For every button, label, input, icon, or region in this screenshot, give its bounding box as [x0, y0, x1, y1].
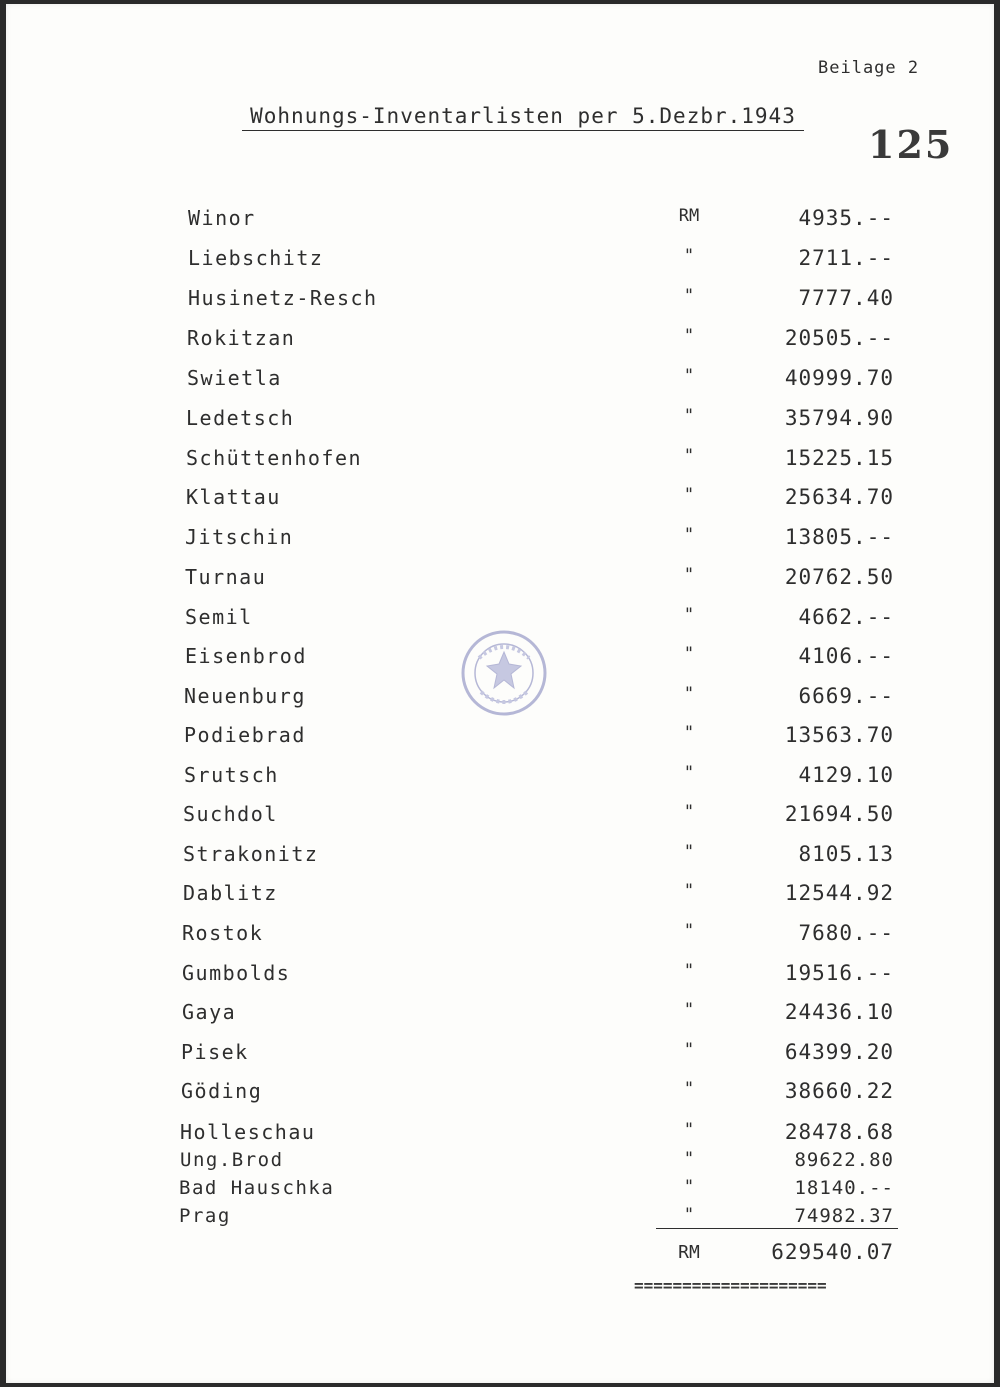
place-name: Neuenburg — [184, 684, 306, 708]
place-name: Husinetz-Resch — [188, 286, 378, 310]
place-name: Jitschin — [185, 525, 294, 549]
list-item — [0, 644, 1000, 674]
list-item — [0, 1120, 1000, 1150]
amount-value: 8105.13 — [798, 842, 894, 866]
place-name: Schüttenhofen — [186, 446, 363, 470]
amount-value: 4935.-- — [798, 206, 894, 230]
amount-value: 24436.10 — [784, 1000, 894, 1024]
place-name: Ung.Brod — [180, 1149, 284, 1171]
list-item — [0, 802, 1000, 832]
amount-value: 25634.70 — [784, 485, 894, 509]
amount-value: 12544.92 — [784, 881, 894, 905]
ditto-mark: " — [683, 881, 695, 901]
ditto-mark: " — [683, 366, 695, 386]
place-name: Suchdol — [183, 802, 278, 826]
place-name: Bad Hauschka — [179, 1177, 335, 1199]
ditto-mark: " — [683, 326, 695, 346]
amount-value: 64399.20 — [784, 1040, 894, 1064]
amount-value: 35794.90 — [784, 406, 894, 430]
place-name: Turnau — [185, 565, 267, 589]
attachment-label: Beilage 2 — [818, 58, 920, 78]
amount-value: 2711.-- — [798, 246, 894, 270]
ditto-mark: " — [683, 1000, 695, 1020]
list-item — [0, 406, 1000, 436]
ditto-mark: " — [683, 1079, 695, 1099]
ditto-mark: " — [683, 246, 695, 266]
place-name: Ledetsch — [186, 406, 295, 430]
list-item — [0, 881, 1000, 911]
amount-value: 4106.-- — [798, 644, 894, 668]
list-item — [0, 842, 1000, 872]
folio-number: 125 — [868, 122, 954, 167]
amount-value: 28478.68 — [784, 1120, 894, 1144]
list-item — [0, 684, 1000, 714]
list-item — [0, 286, 1000, 316]
amount-value: 38660.22 — [784, 1079, 894, 1103]
amount-value: 4662.-- — [798, 605, 894, 629]
amount-value: 19516.-- — [784, 961, 894, 985]
ditto-mark: " — [683, 1149, 695, 1169]
list-item — [0, 446, 1000, 476]
total-currency: RM — [678, 1242, 700, 1263]
ditto-mark: " — [683, 1177, 695, 1197]
place-name: Strakonitz — [183, 842, 319, 866]
ditto-mark: " — [683, 605, 695, 625]
list-item — [0, 206, 1000, 236]
amount-value: 21694.50 — [784, 802, 894, 826]
amount-value: 7777.40 — [798, 286, 894, 310]
place-name: Dablitz — [183, 881, 278, 905]
place-name: Gumbolds — [182, 961, 291, 985]
ditto-mark: " — [683, 802, 695, 822]
total-amount: 629540.07 — [771, 1240, 894, 1264]
place-name: Prag — [179, 1205, 231, 1227]
list-item — [0, 1040, 1000, 1070]
list-item — [0, 326, 1000, 356]
ditto-mark: " — [683, 921, 695, 941]
place-name: Pisek — [181, 1040, 249, 1064]
place-name: Swietla — [187, 366, 282, 390]
ditto-mark: " — [683, 446, 695, 466]
list-item — [0, 1079, 1000, 1109]
place-name: Eisenbrod — [185, 644, 307, 668]
place-name: Liebschitz — [188, 246, 324, 270]
amount-value: 7680.-- — [798, 921, 894, 945]
place-name: Rostok — [182, 921, 264, 945]
list-item — [0, 565, 1000, 595]
list-item — [0, 961, 1000, 991]
ditto-mark: " — [683, 1120, 695, 1140]
ditto-mark: " — [683, 565, 695, 585]
sum-rule — [656, 1228, 898, 1229]
place-name: Rokitzan — [187, 326, 296, 350]
amount-value: 89622.80 — [794, 1149, 894, 1171]
amount-value: 15225.15 — [784, 446, 894, 470]
ditto-mark: " — [683, 406, 695, 426]
place-name: Srutsch — [184, 763, 279, 787]
list-item — [0, 1205, 1000, 1235]
ditto-mark: " — [683, 842, 695, 862]
place-name: Holleschau — [180, 1120, 316, 1144]
ditto-mark: " — [683, 763, 695, 783]
list-item — [0, 763, 1000, 793]
list-item — [0, 525, 1000, 555]
place-name: Göding — [181, 1079, 263, 1103]
list-item — [0, 1177, 1000, 1207]
double-underline: ==================== — [634, 1276, 827, 1295]
place-name: Klattau — [186, 485, 281, 509]
amount-value: 18140.-- — [794, 1177, 894, 1199]
ditto-mark: " — [683, 286, 695, 306]
place-name: Podiebrad — [184, 723, 306, 747]
ditto-mark: " — [683, 485, 695, 505]
currency-label: RM — [678, 206, 700, 226]
place-name: Winor — [188, 206, 256, 230]
ditto-mark: " — [683, 525, 695, 545]
amount-value: 20762.50 — [784, 565, 894, 589]
ditto-mark: " — [683, 723, 695, 743]
list-item — [0, 366, 1000, 396]
amount-value: 40999.70 — [784, 366, 894, 390]
amount-value: 13563.70 — [784, 723, 894, 747]
list-item — [0, 921, 1000, 951]
ditto-mark: " — [683, 961, 695, 981]
ditto-mark: " — [683, 684, 695, 704]
ditto-mark: " — [683, 644, 695, 664]
list-item — [0, 1149, 1000, 1179]
place-name: Gaya — [182, 1000, 237, 1024]
list-item — [0, 723, 1000, 753]
list-item — [0, 246, 1000, 276]
ditto-mark: " — [683, 1205, 695, 1225]
list-item — [0, 605, 1000, 635]
amount-value: 13805.-- — [784, 525, 894, 549]
ditto-mark: " — [683, 1040, 695, 1060]
amount-value: 6669.-- — [798, 684, 894, 708]
list-item — [0, 485, 1000, 515]
amount-value: 74982.37 — [794, 1205, 894, 1227]
list-item — [0, 1000, 1000, 1030]
document-title: Wohnungs-Inventarlisten per 5.Dezbr.1943 — [242, 104, 804, 131]
amount-value: 4129.10 — [798, 763, 894, 787]
place-name: Semil — [185, 605, 253, 629]
amount-value: 20505.-- — [784, 326, 894, 350]
